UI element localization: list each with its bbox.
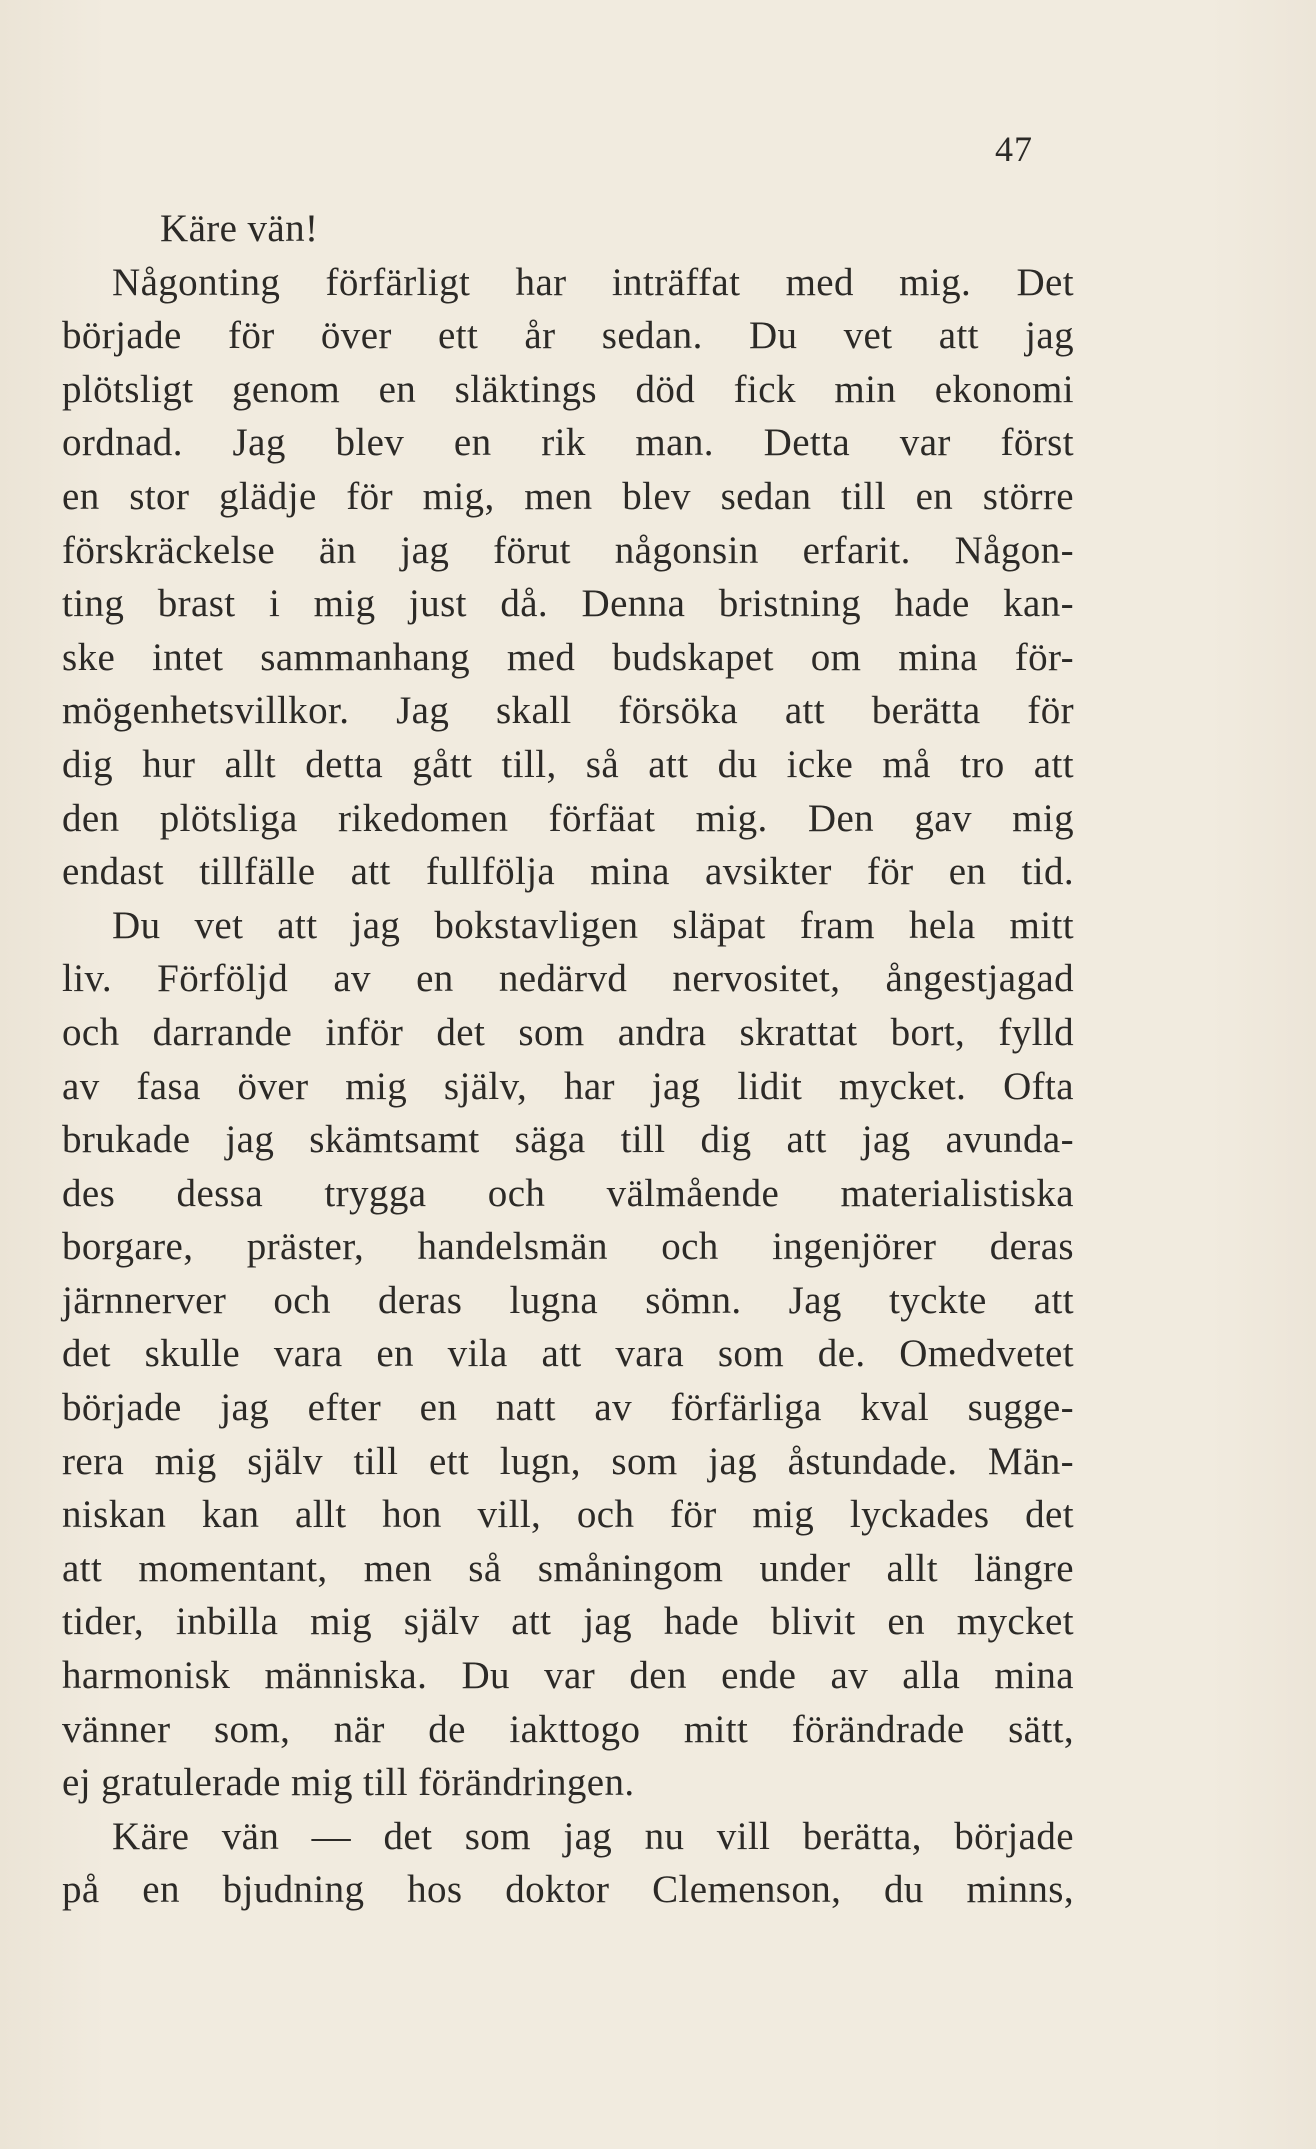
- text-line: ej gratulerade mig till förändringen.: [62, 1761, 635, 1805]
- page-number: 47: [995, 129, 1033, 169]
- text-line: niskan kan allt hon vill, och för mig lyckades det: [62, 1493, 1074, 1537]
- text-line: mögenhetsvillkor. Jag skall försöka att berätta för: [62, 689, 1074, 733]
- text-line: Du vet att jag bokstavligen släpat fram hela mitt: [112, 903, 1074, 947]
- text-line: den plötsliga rikedomen förfäat mig. Den gav mig: [62, 796, 1074, 840]
- text-line: endast tillfälle att fullfölja mina avsikter för en tid.: [62, 850, 1074, 894]
- text-line: att momentant, men så småningom under allt längre: [62, 1546, 1074, 1590]
- text-line: dig hur allt detta gått till, så att du icke må tro att: [62, 742, 1074, 786]
- text-line: des dessa trygga och välmående materialistiska: [62, 1171, 1074, 1215]
- text-line: började för över ett år sedan. Du vet att jag: [62, 314, 1074, 358]
- letter-text: [62, 202, 1074, 1917]
- text-line: förskräckelse än jag förut någonsin erfarit. Någon-: [62, 528, 1074, 572]
- text-line: liv. Förföljd av en nedärvd nervositet, ångestjagad: [62, 957, 1074, 1001]
- text-line: Käre vän — det som jag nu vill berätta, började: [112, 1814, 1074, 1858]
- text-line: vänner som, när de iakttogo mitt förändrade sätt,: [62, 1707, 1074, 1751]
- text-line: rera mig själv till ett lugn, som jag åstundade. Män-: [62, 1439, 1074, 1483]
- text-line: ske intet sammanhang med budskapet om mina för-: [62, 635, 1074, 679]
- text-line: järnnerver och deras lugna sömn. Jag tyckte att: [62, 1278, 1074, 1322]
- text-line: och darrande inför det som andra skrattat bort, fylld: [62, 1010, 1074, 1054]
- text-line: av fasa över mig själv, har jag lidit mycket. Ofta: [62, 1064, 1074, 1108]
- text-line: borgare, präster, handelsmän och ingenjörer deras: [62, 1225, 1074, 1269]
- text-line: en stor glädje för mig, men blev sedan till en större: [62, 474, 1074, 518]
- text-line: harmonisk människa. Du var den ende av alla mina: [62, 1654, 1074, 1698]
- text-line: på en bjudning hos doktor Clemenson, du minns,: [62, 1868, 1074, 1912]
- text-line: det skulle vara en vila att vara som de. Omedvetet: [62, 1332, 1074, 1376]
- text-line: ting brast i mig just då. Denna bristning hade kan-: [62, 582, 1074, 626]
- text-line: plötsligt genom en släktings död fick min ekonomi: [62, 367, 1074, 411]
- salutation-line: Käre vän!: [160, 207, 319, 250]
- text-line: började jag efter en natt av förfärliga kval sugge-: [62, 1386, 1074, 1430]
- text-line: tider, inbilla mig själv att jag hade blivit en mycket: [62, 1600, 1074, 1644]
- text-line: Någonting förfärligt har inträffat med mig. Det: [112, 260, 1074, 304]
- text-line: brukade jag skämtsamt säga till dig att jag avunda-: [62, 1118, 1074, 1162]
- text-line: ordnad. Jag blev en rik man. Detta var först: [62, 421, 1074, 465]
